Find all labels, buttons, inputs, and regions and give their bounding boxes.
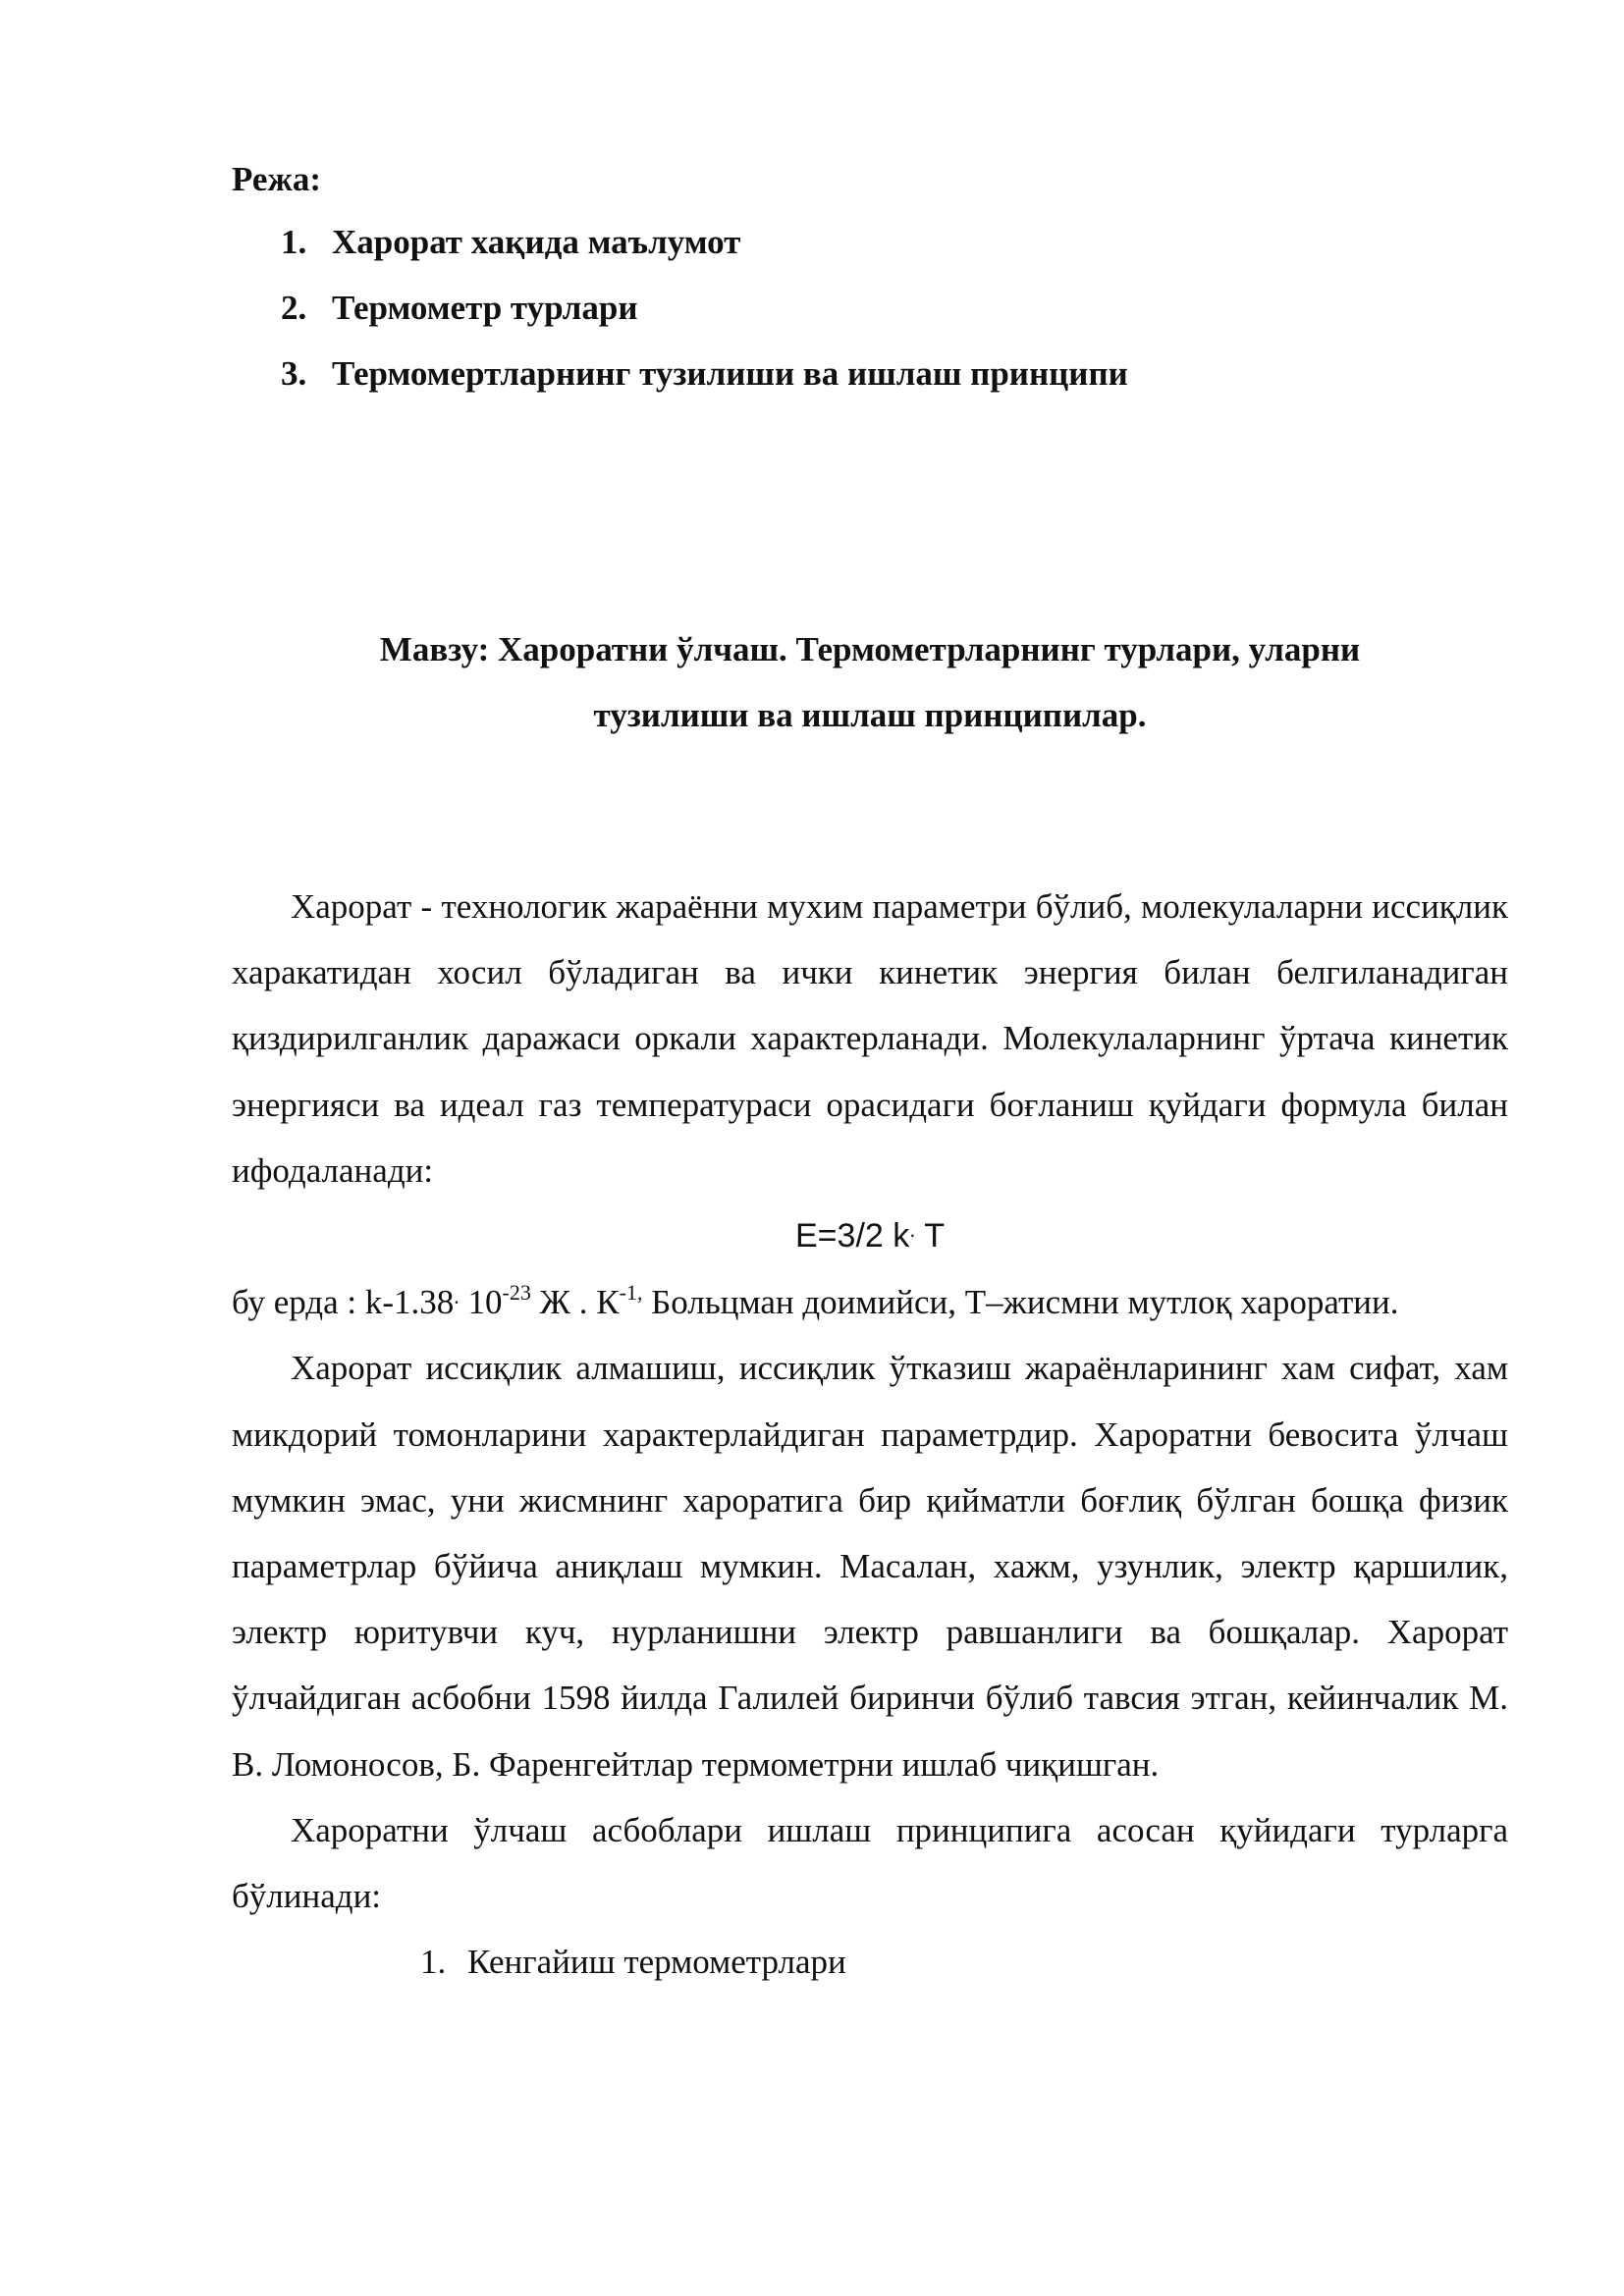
constant-unit: Ж . К	[530, 1283, 620, 1322]
formula-right: T	[915, 1217, 945, 1255]
plan-item	[281, 218, 1128, 284]
type-item-number: 1.	[420, 1943, 447, 1982]
plan-item-text: Термомертларнинг тузилиши ва ишлаш принципи	[332, 354, 1128, 393]
formula-dot: .	[909, 1217, 916, 1243]
plan-item-text: Термометр турлари	[332, 289, 638, 327]
unit-exponent: -1,	[619, 1280, 643, 1306]
paragraph-temperature-parameter: Харорат иссиқлик алмашиш, иссиқлик ўтказиш жараёнларининг хам сифат, хам микдорий томонларини характерлайдиган параметрдир. Хароратни бевосита ўлчаш мумкин эмас, уни жисмнинг хароратига бир қийматли боғлиқ бўлган бошқа физик параметрлар бўйича аниқлаш мумкин. Масалан, хажм, узунлик, электр қаршилик, электр юритувчи куч, нурланишни электр равшанлиги ва бошқалар. Харорат ўлчайдиган асбобни 1598 йилда Галилей биринчи бўлиб тавсия этган, кейинчалик М. В. Ломоносов, Б. Фаренгейтлар термометрни ишлаб чиқишган.	[232, 1349, 1508, 1784]
paragraph-temperature-definition: Харорат - технологик жараённи мухим параметри бўлиб, молекулаларни иссиқлик харакатидан хосил бўладиган ва ички кинетик энергия билан белгиланадиган қиздирилганлик даражаси оркали характерланади. Молекулаларнинг ўртача кинетик энергияси ва идеал газ температураси орасидаги боғланиш қуйдаги формула билан ифодаланади:	[232, 887, 1508, 1190]
constant-prefix: бу ерда : k-1.38	[232, 1283, 455, 1322]
body-text	[232, 874, 1508, 1995]
plan-item-number: 2.	[281, 289, 307, 327]
topic-heading	[232, 616, 1508, 748]
constant-dot: .	[454, 1284, 460, 1309]
thermometer-types-list	[232, 1929, 1508, 1995]
paragraph-instrument-types: Хароратни ўлчаш асбоблари ишлаш принципига асосан қуйидаги турларга бўлинади:	[232, 1810, 1508, 1916]
plan-item-number: 1.	[281, 223, 307, 261]
plan-item	[281, 284, 1128, 349]
plan-list	[281, 218, 1128, 415]
constant-ten: 10	[459, 1283, 503, 1322]
formula-left: E=3/2 k	[795, 1217, 910, 1255]
constant-suffix: Больцман доимийси, T–жисмни мутлоқ хароратии.	[642, 1283, 1399, 1322]
plan-item-text: Харорат хақида маълумот	[332, 223, 741, 261]
thermometer-type-item	[420, 1929, 1508, 1995]
topic-line-2: тузилиши ва ишлаш принципилар.	[593, 696, 1147, 734]
topic-line-1: Мавзу: Хароратни ўлчаш. Термометрларнинг турлари, уларни	[379, 630, 1361, 668]
plan-title: Режа:	[232, 160, 321, 198]
paragraph-boltzmann-constant	[232, 1269, 1508, 1335]
plan-item-number: 3.	[281, 354, 307, 393]
energy-formula	[232, 1203, 1508, 1269]
constant-exponent: -23	[502, 1280, 531, 1306]
type-item-text: Кенгайиш термометрлари	[467, 1943, 846, 1982]
plan-item	[281, 349, 1128, 415]
